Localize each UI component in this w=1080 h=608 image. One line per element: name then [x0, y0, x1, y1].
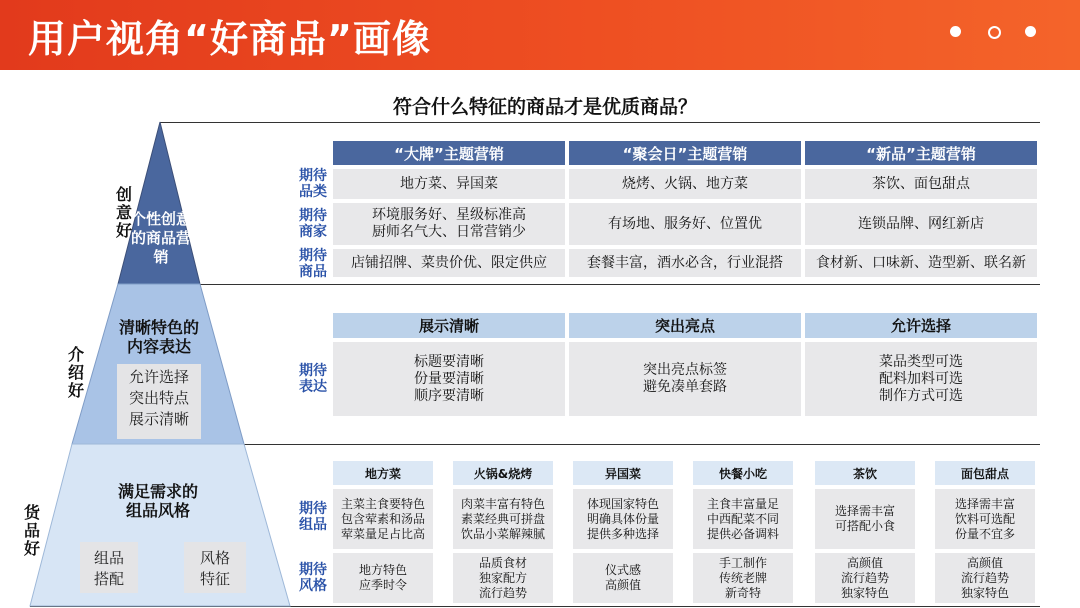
- table-cell: 标题要清晰 份量要清晰 顺序要清晰: [333, 342, 565, 416]
- table-cell: 主菜主食要特色 包含荤素和汤品 荤菜量足占比高: [333, 489, 433, 549]
- table-cell: 店铺招牌、菜贵价优、限定供应: [333, 249, 565, 277]
- section1-header: “聚会日”主题营销: [569, 141, 801, 165]
- section2-header: 允许选择: [805, 313, 1037, 338]
- table-cell: 体现国家特色 明确具体份量 提供多种选择: [573, 489, 673, 549]
- section3-header: 火锅&烧烤: [453, 461, 553, 485]
- bottom-left-label: 组品搭配: [93, 549, 124, 588]
- section3-header: 地方菜: [333, 461, 433, 485]
- table-cell: 食材新、口味新、造型新、联名新: [805, 249, 1037, 277]
- section2-header: 展示清晰: [333, 313, 565, 338]
- bottom-right-box: [184, 542, 246, 593]
- table-cell: 选择需丰富 饮料可选配 份量不宜多: [935, 489, 1035, 549]
- question-heading: 符合什么特征的商品才是优质商品？: [392, 96, 697, 118]
- bottom-right-label: 风格特征: [199, 549, 230, 588]
- table-cell: 手工制作 传统老牌 新奇特: [693, 553, 793, 603]
- section2-header: 突出亮点: [569, 313, 801, 338]
- middle-item: 突出特点: [128, 389, 189, 407]
- table-cell: 连锁品牌、网红新店: [805, 203, 1037, 245]
- row-label: 期待组品: [299, 501, 327, 533]
- pyramid-bottom-title: 满足需求的组品风格: [117, 482, 198, 520]
- section3-header: 异国菜: [573, 461, 673, 485]
- table-cell: 烧烤、火锅、地方菜: [569, 169, 801, 199]
- table-cell: 选择需丰富 可搭配小食: [815, 489, 915, 549]
- table-cell: 高颜值 流行趋势 独家特色: [935, 553, 1035, 603]
- section3-header: 快餐小吃: [693, 461, 793, 485]
- slide-dot[interactable]: [988, 26, 1001, 39]
- table-cell: 菜品类型可选 配料加料可选 制作方式可选: [805, 342, 1037, 416]
- middle-item: 允许选择: [128, 368, 189, 386]
- side-label-creative: 创意好: [115, 185, 132, 240]
- table-cell: 高颜值 流行趋势 独家特色: [815, 553, 915, 603]
- pyramid-middle-title: 清晰特色的内容表达: [118, 318, 199, 356]
- section1-header: “新品”主题营销: [805, 141, 1037, 165]
- middle-item: 展示清晰: [128, 410, 189, 428]
- table-cell: 地方特色 应季时令: [333, 553, 433, 603]
- row-label: 期待品类: [299, 168, 327, 200]
- table-cell: 品质食材 独家配方 流行趋势: [453, 553, 553, 603]
- side-label-goods: 货品好: [23, 503, 40, 558]
- pyramid-top-label: 个性创意的商品营销: [131, 210, 192, 266]
- table-cell: 环境服务好、星级标准高 厨师名气大、日常营销少: [333, 203, 565, 245]
- table-cell: 地方菜、异国菜: [333, 169, 565, 199]
- pyramid-bottom-tier: [30, 444, 290, 606]
- pyramid-middle-items: [117, 364, 201, 439]
- table-cell: 肉菜丰富有特色 素菜经典可拼盘 饮品小菜解辣腻: [453, 489, 553, 549]
- table-cell: 突出亮点标签 避免凑单套路: [569, 342, 801, 416]
- section3-header: 面包甜点: [935, 461, 1035, 485]
- table-cell: 主食丰富量足 中西配菜不同 提供必备调料: [693, 489, 793, 549]
- table-cell: 套餐丰富，酒水必含，行业混搭: [569, 249, 801, 277]
- slide-dot[interactable]: [1025, 26, 1036, 37]
- row-label: 期待商家: [299, 208, 327, 240]
- row-label: 期待表达: [299, 363, 327, 395]
- bottom-left-box: [80, 542, 138, 593]
- table-cell: 仪式感 高颜值: [573, 553, 673, 603]
- table-cell: 有场地、服务好、位置优: [569, 203, 801, 245]
- section3-header: 茶饮: [815, 461, 915, 485]
- slide-dot[interactable]: [950, 26, 961, 37]
- section1-header: “大牌”主题营销: [333, 141, 565, 165]
- page-title: 用户视角“好商品”画像: [28, 17, 431, 61]
- table-cell: 茶饮、面包甜点: [805, 169, 1037, 199]
- row-label: 期待风格: [299, 562, 327, 594]
- row-label: 期待商品: [299, 248, 327, 280]
- side-label-intro: 介绍好: [67, 345, 84, 400]
